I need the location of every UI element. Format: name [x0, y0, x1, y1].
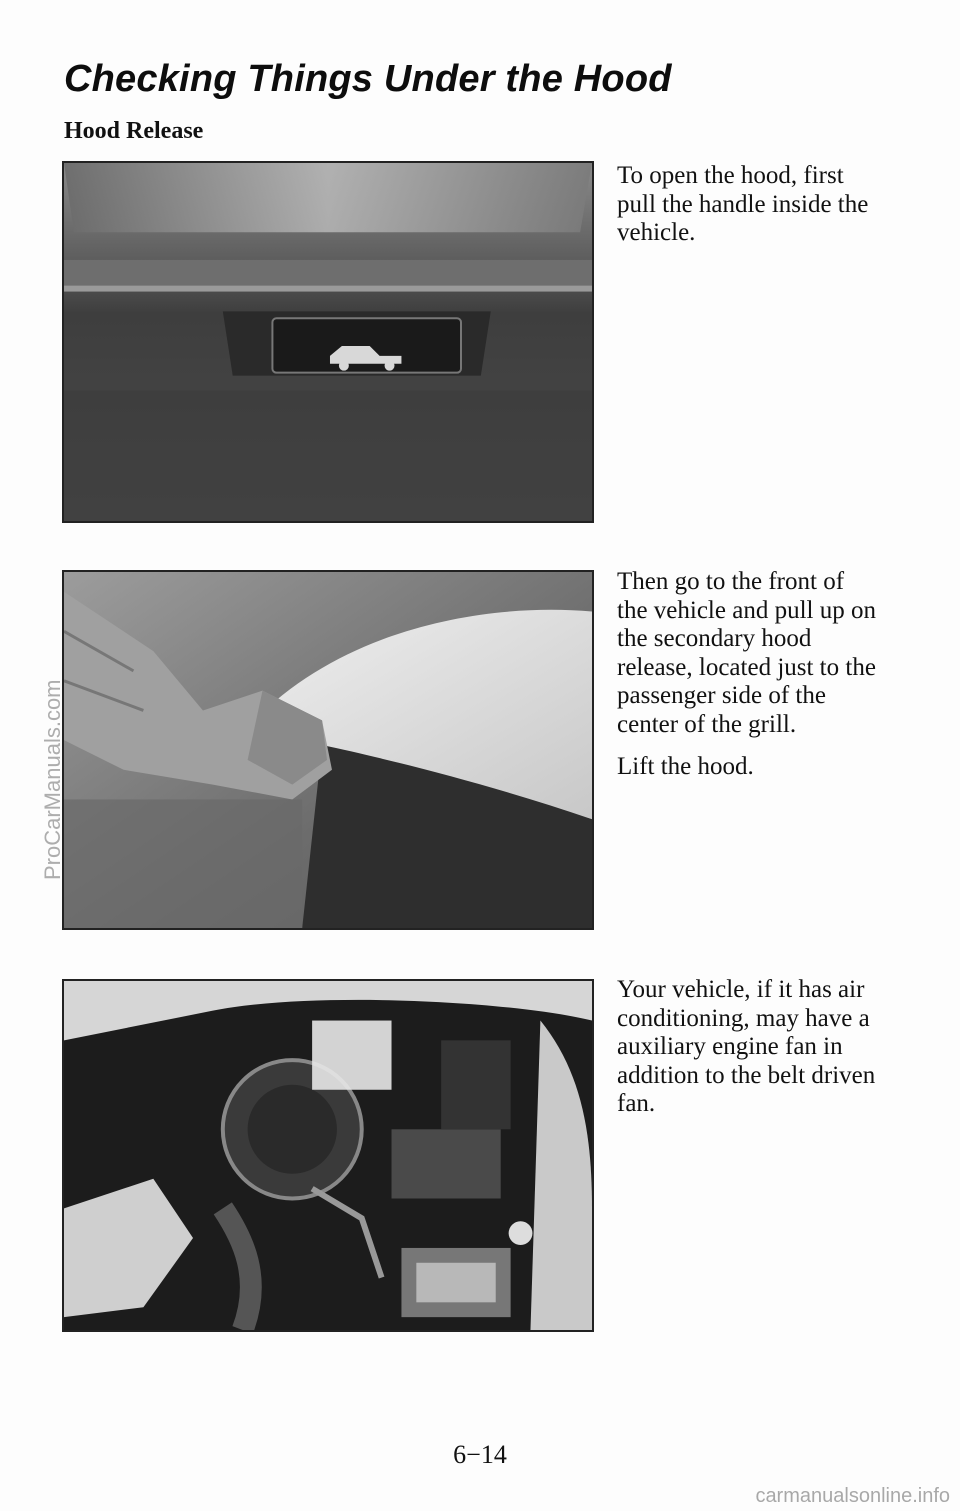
- secondary-hood-release-photo: [62, 570, 594, 930]
- engine-compartment-photo: [62, 979, 594, 1332]
- paragraph: To open the hood, first pull the handle inside the vehicle.: [617, 162, 869, 246]
- text-block-3: [617, 976, 877, 1133]
- paragraph: Your vehicle, if it has air conditioning, may have a auxiliary engine fan in addition to the belt driven fan.: [617, 976, 876, 1117]
- section-heading: Hood Release: [64, 118, 204, 144]
- text-block-1: [617, 162, 877, 262]
- paragraph: Lift the hood.: [617, 753, 754, 780]
- bottom-watermark: carmanualsonline.info: [755, 1485, 950, 1507]
- text-block-2: [617, 568, 877, 796]
- paragraph: Then go to the front of the vehicle and pull up on the secondary hood release, located just to the passenger side of the center of the grill.: [617, 568, 876, 738]
- page-number: 6−14: [453, 1440, 507, 1469]
- side-watermark: ProCarManuals.com: [40, 679, 65, 880]
- page-title: Checking Things Under the Hood: [64, 58, 672, 100]
- hood-release-handle-photo: [62, 161, 594, 523]
